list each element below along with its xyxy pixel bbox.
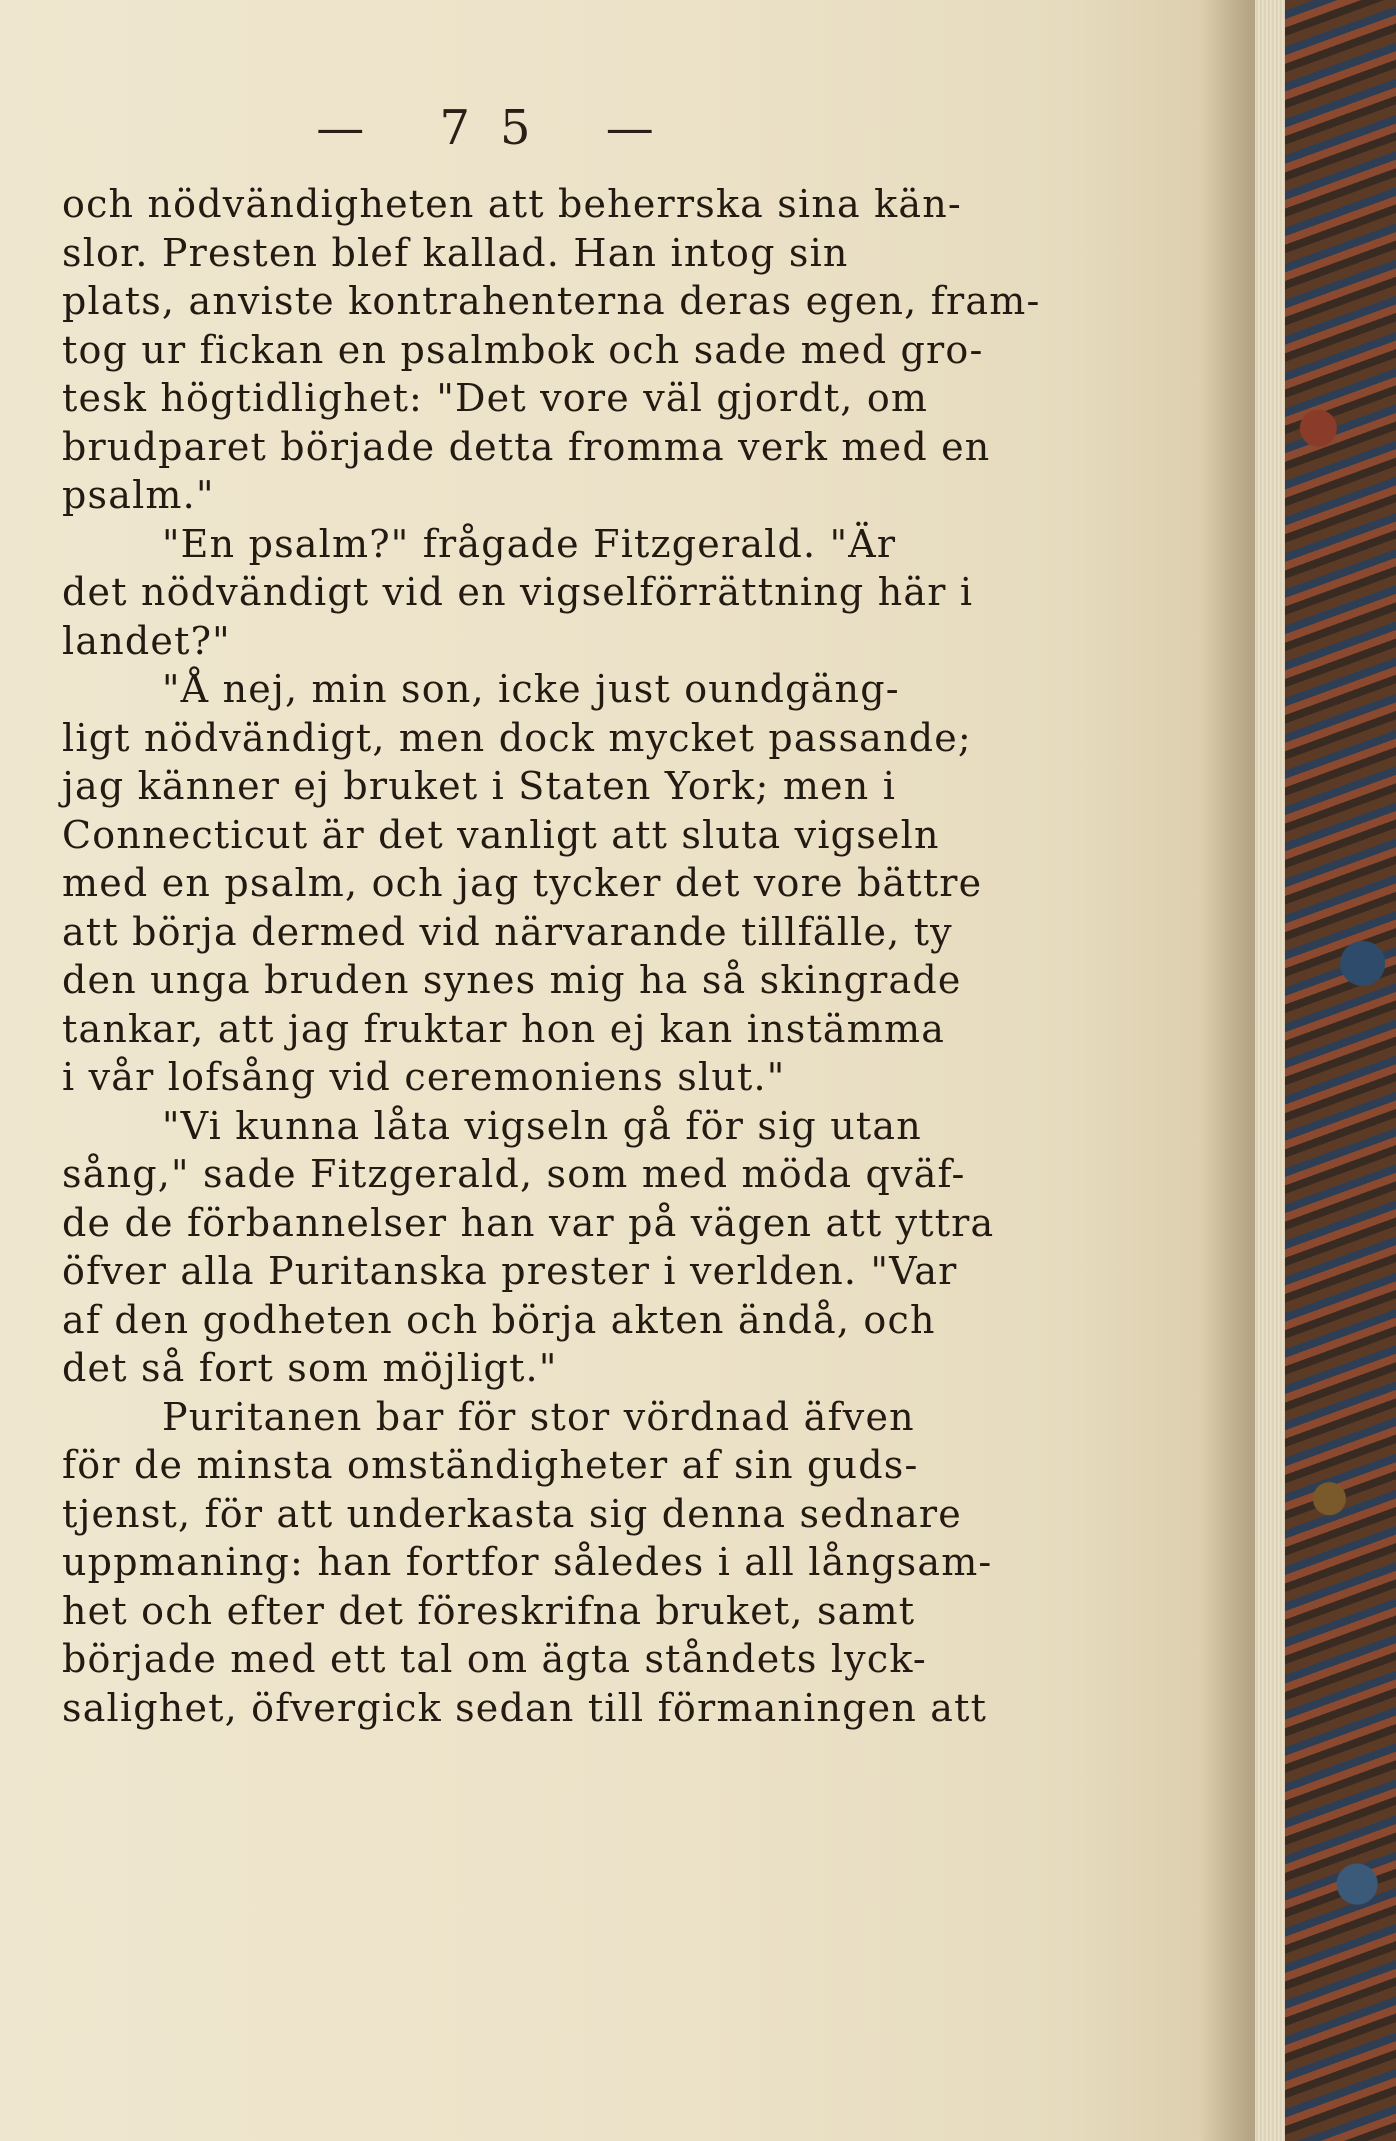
text-line: för de minsta omständigheter af sin guds- [62, 1443, 919, 1487]
header-dash-left: — [316, 100, 395, 156]
header-dash-right: — [605, 100, 684, 156]
page-gutter-shadow [1200, 0, 1255, 2141]
text-line: att börja dermed vid närvarande tillfälle, ty [62, 909, 953, 954]
text-line: i vår lofsång vid ceremoniens slut." [62, 1055, 786, 1099]
text-line: sång," sade Fitzgerald, som med möda qväf- [62, 1152, 966, 1196]
text-line: de de förbannelser han var på vägen att yttra [62, 1200, 995, 1245]
text-line: och nödvändigheten att beherrska sina kän- [62, 182, 962, 226]
page-number: 75 [439, 100, 561, 156]
text-line: brudparet började detta fromma verk med en [62, 424, 991, 469]
text-line: Connecticut är det vanligt att sluta vigseln [62, 812, 940, 857]
text-line: "En psalm?" frågade Fitzgerald. "Är [162, 521, 897, 566]
text-line: det nödvändigt vid en vigselförrättning här i [62, 570, 974, 614]
text-line: det så fort som möjligt." [62, 1346, 558, 1390]
page-header [0, 100, 1000, 156]
text-line: tesk högtidlighet: "Det vore väl gjordt, om [62, 376, 929, 420]
page-edges [1255, 0, 1285, 2141]
text-line: jag känner ej bruket i Staten York; men i [62, 764, 897, 808]
text-line: het och efter det föreskrifna bruket, samt [62, 1588, 916, 1633]
text-line: slor. Presten blef kallad. Han intog sin [62, 230, 849, 275]
marbled-cover [1285, 0, 1396, 2141]
text-line: öfver alla Puritanska prester i verlden. "Var [62, 1249, 958, 1293]
text-line: psalm." [62, 473, 215, 517]
text-line: Puritanen bar för stor vördnad äfven [162, 1394, 915, 1439]
text-line: "Å nej, min son, icke just oundgäng- [162, 667, 900, 711]
text-line: med en psalm, och jag tycker det vore bättre [62, 861, 983, 905]
text-line: tankar, att jag fruktar hon ej kan instämma [62, 1006, 946, 1051]
text-line: salighet, öfvergick sedan till förmaningen att [62, 1685, 988, 1730]
text-line: ligt nödvändigt, men dock mycket passande; [62, 715, 972, 760]
text-line: tog ur fickan en psalmbok och sade med gro- [62, 327, 984, 372]
text-line: plats, anviste kontrahenterna deras egen, fram- [62, 279, 1041, 323]
text-line: af den godheten och börja akten ändå, och [62, 1297, 936, 1342]
text-line: tjenst, för att underkasta sig denna sednare [62, 1491, 962, 1536]
text-line: började med ett tal om ägta ståndets lyck- [62, 1637, 927, 1681]
text-line: uppmaning: han fortfor således i all långsam- [62, 1540, 993, 1584]
text-line: den unga bruden synes mig ha så skingrade [62, 958, 962, 1002]
body-text [62, 180, 1041, 1732]
text-line: "Vi kunna låta vigseln gå för sig utan [162, 1103, 922, 1148]
text-line: landet?" [62, 618, 231, 663]
